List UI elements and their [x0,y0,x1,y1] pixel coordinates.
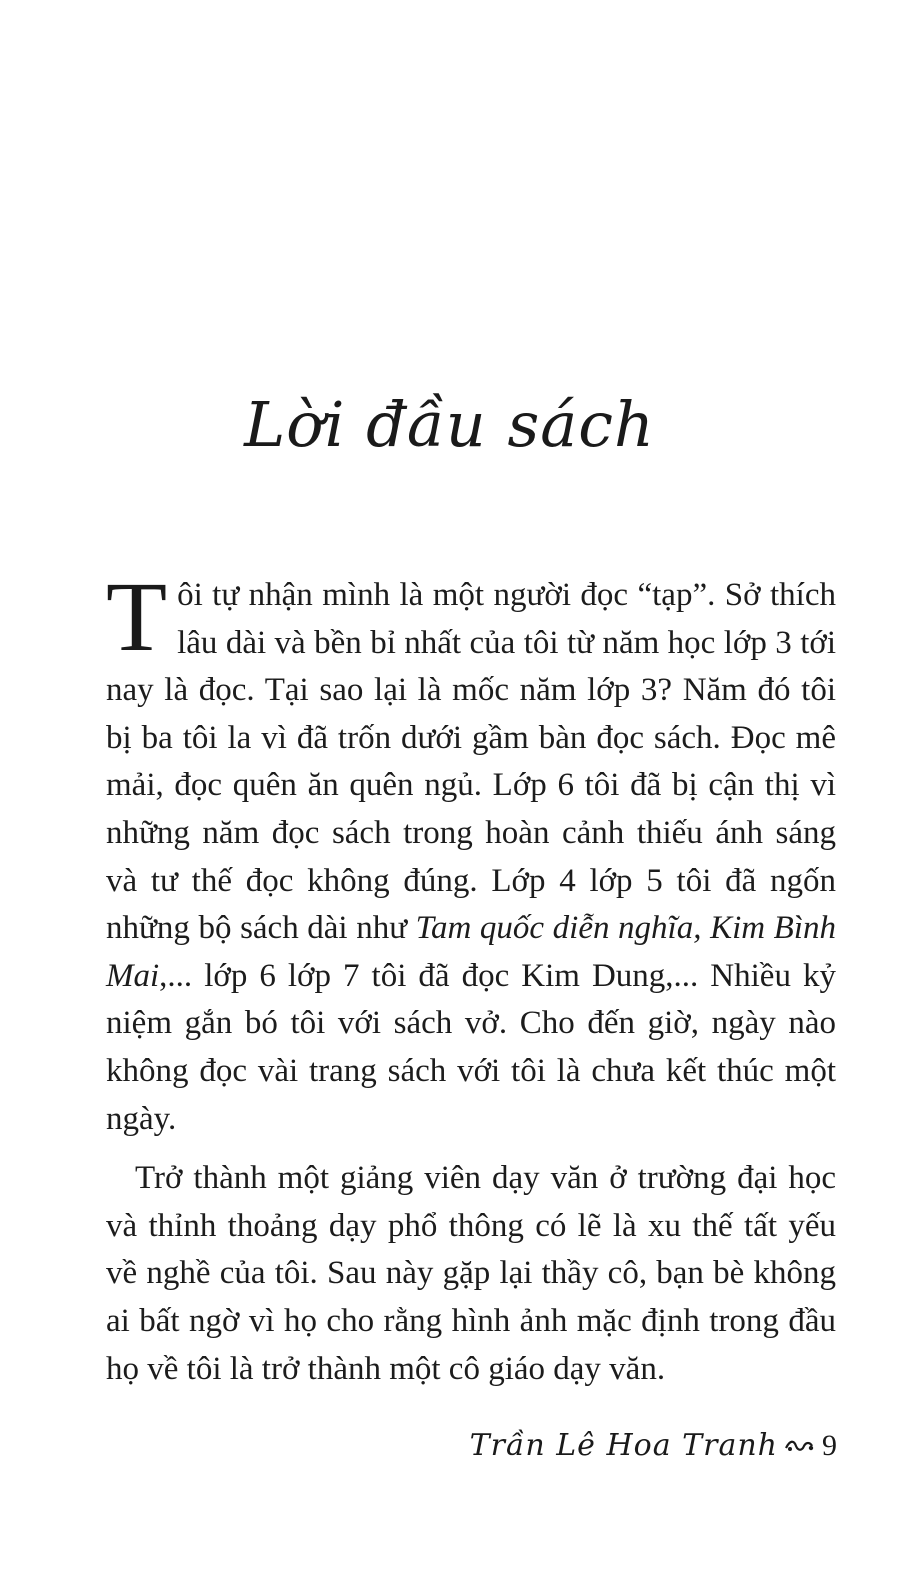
paragraph-1-text-start: ôi tự nhận mình là một người đọc “tạp”. Sở thích lâu dài và bền bỉ nhất của tôi từ năm học lớp 3 tới nay là đọc. Tại sao lại là mốc năm lớp 3? Năm đó tôi bị ba tôi la vì đã trốn dưới gầm bàn đọc sách. Đọc mê mải, đọc quên ăn quên ngủ. Lớp 6 tôi đã bị cận thị vì những năm đọc sách trong hoàn cảnh thiếu ánh sáng và tư thế đọc không đúng. Lớp 4 lớp 5 tôi đã ngốn những bộ sách dài như [106,577,836,947]
flourish-ornament-icon [784,1438,816,1454]
chapter-title: Lời đầu sách [244,388,655,461]
paragraph-1 [106,561,836,1143]
author-name: Trần Lê Hoa Tranh [469,1428,778,1463]
drop-cap: T [106,561,168,672]
paragraph-1-text-end: ,... lớp 6 lớp 7 tôi đã đọc Kim Dung,... Nhiều kỷ niệm gắn bó tôi với sách vở. Cho đến giờ, ngày nào không đọc vài trang sách với tôi là chưa kết thúc một ngày. [106,957,836,1137]
paragraph-2: Trở thành một giảng viên dạy văn ở trường đại học và thỉnh thoảng dạy phổ thông có lẽ là xu thế tất yếu về nghề của tôi. Sau này gặp lại thầy cô, bạn bè không ai bất ngờ vì họ cho rằng hình ảnh mặc định trong đầu họ về tôi là trở thành một cô giáo dạy văn. [106,1160,836,1387]
body-text [106,561,836,1393]
page-number: 9 [822,1428,837,1462]
book-titles-italic: Tam quốc diễn nghĩa, Kim Bình Mai [106,910,836,994]
page-footer [470,1428,837,1463]
